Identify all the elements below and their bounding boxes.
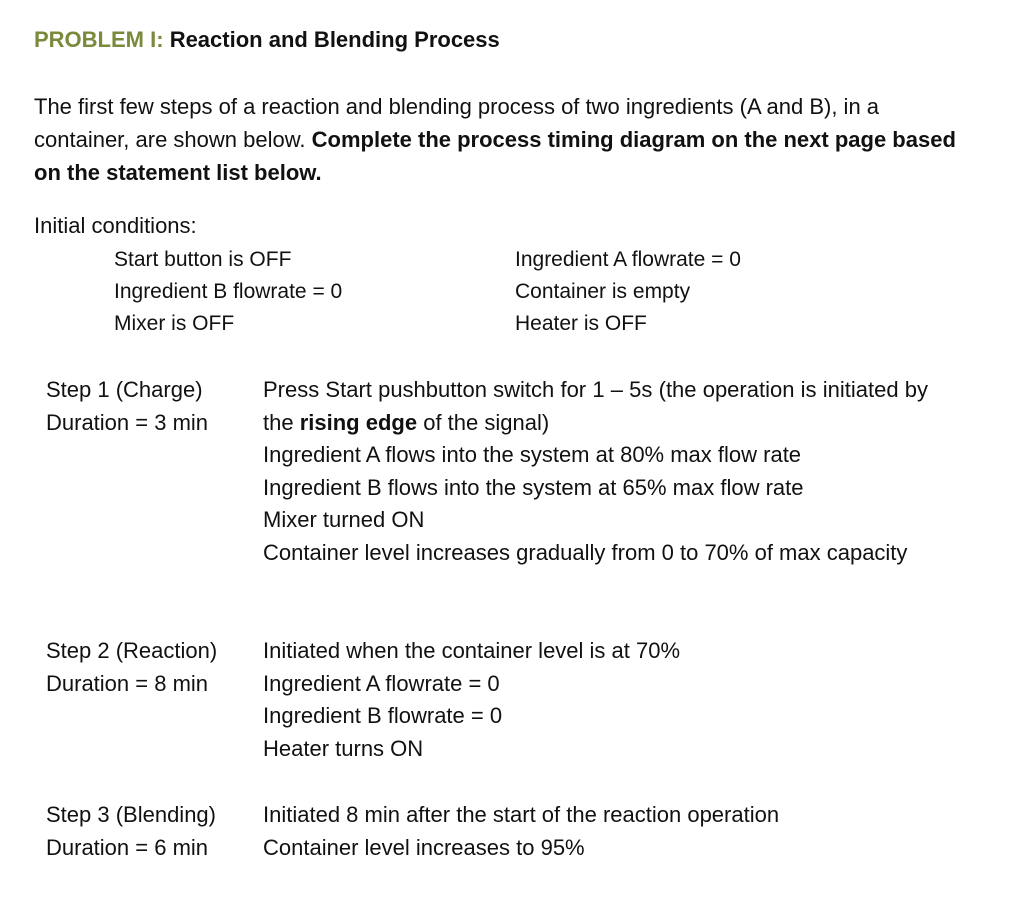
step-statements [263, 374, 928, 569]
condition-item: Start button is OFF [114, 248, 292, 271]
statement-line [263, 374, 928, 439]
problem-name: Reaction and Blending Process [169, 27, 500, 52]
step-duration: Duration = 8 min [46, 670, 209, 696]
intro-text: The first few steps of a reaction and blending process of two ingredients (A and B), in a container, are shown below. [34, 94, 880, 152]
statement-line: Container level increases to 95% [263, 834, 585, 860]
step-statements [263, 799, 928, 864]
statement-emphasis: rising edge [299, 409, 418, 435]
step-name: Step 1 (Charge) [46, 377, 203, 402]
problem-number: PROBLEM I: [34, 27, 164, 52]
statement-line: Initiated 8 min after the start of the reaction operation [263, 802, 780, 827]
step-statements [263, 635, 928, 765]
initial-conditions-left [114, 244, 342, 340]
step-header [46, 799, 256, 864]
step-header [46, 374, 256, 439]
statement-line: Heater turns ON [263, 735, 424, 761]
step-header [46, 635, 256, 700]
statement-text: of the signal) [423, 409, 550, 435]
step-name: Step 3 (Blending) [46, 802, 216, 827]
condition-item: Container is empty [515, 280, 691, 303]
condition-item: Ingredient A flowrate = 0 [515, 248, 741, 271]
intro-paragraph [34, 90, 974, 189]
statement-text: Press Start pushbutton switch for 1 – 5s (the operation is initiated by the [263, 377, 928, 435]
condition-item: Ingredient B flowrate = 0 [114, 280, 343, 303]
initial-conditions-label: Initial conditions: [34, 213, 197, 238]
step-duration: Duration = 3 min [46, 409, 209, 435]
statement-line: Initiated when the container level is at 70% [263, 638, 681, 663]
statement-line: Container level increases gradually from 0 to 70% of max capacity [263, 539, 908, 565]
condition-item: Mixer is OFF [114, 312, 235, 335]
statement-line: Ingredient B flows into the system at 65% max flow rate [263, 474, 804, 500]
condition-item: Heater is OFF [515, 312, 647, 335]
statement-line: Ingredient A flowrate = 0 [263, 670, 500, 696]
step-duration: Duration = 6 min [46, 834, 209, 860]
intro-instruction: Complete the process timing diagram on the next page based on the statement list below. [34, 127, 956, 185]
step-name: Step 2 (Reaction) [46, 638, 218, 663]
statement-line: Ingredient A flows into the system at 80% max flow rate [263, 442, 802, 467]
statement-line: Mixer turned ON [263, 507, 425, 532]
statement-line: Ingredient B flowrate = 0 [263, 703, 503, 728]
page-title [34, 27, 500, 53]
initial-conditions-right [515, 244, 741, 340]
